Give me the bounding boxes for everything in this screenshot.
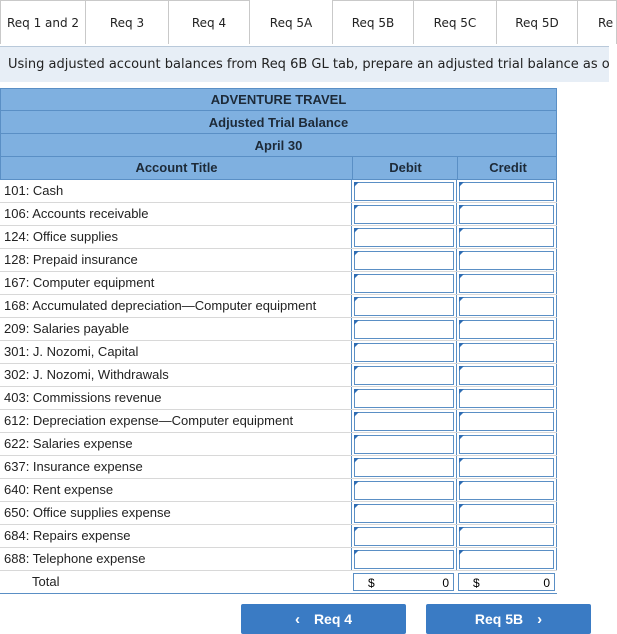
credit-cell [456, 525, 557, 547]
company-name: ADVENTURE TRAVEL [0, 88, 557, 111]
debit-cell [351, 479, 456, 501]
credit-cell [456, 502, 557, 524]
account-row [0, 525, 557, 548]
debit-input[interactable] [354, 251, 454, 270]
account-row [0, 203, 557, 226]
credit-input[interactable] [459, 550, 554, 569]
debit-input[interactable] [354, 504, 454, 523]
instruction-text: Using adjusted account balances from Req 6B GL tab, prepare an adjusted trial balance as o [8, 57, 610, 72]
account-row [0, 180, 557, 203]
account-title: 403: Commissions revenue [4, 390, 162, 405]
debit-cell [351, 433, 456, 455]
credit-cell [456, 456, 557, 478]
credit-input[interactable] [459, 228, 554, 247]
debit-input[interactable] [354, 343, 454, 362]
credit-input[interactable] [459, 527, 554, 546]
debit-input[interactable] [354, 389, 454, 408]
credit-cell [456, 341, 557, 363]
credit-header: Credit [457, 157, 558, 179]
credit-input[interactable] [459, 320, 554, 339]
account-title: 637: Insurance expense [4, 459, 143, 474]
credit-cell [456, 318, 557, 340]
debit-cell [351, 203, 456, 225]
debit-input[interactable] [354, 205, 454, 224]
debit-input[interactable] [354, 481, 454, 500]
account-title: 168: Accumulated depreciation—Computer equipment [4, 298, 317, 313]
account-title: 106: Accounts receivable [4, 206, 149, 221]
account-title: 612: Depreciation expense—Computer equipment [4, 413, 294, 428]
account-row [0, 272, 557, 295]
credit-cell [456, 479, 557, 501]
account-title: 302: J. Nozomi, Withdrawals [4, 367, 169, 382]
credit-cell [456, 387, 557, 409]
total-debit-currency: $ [368, 576, 375, 590]
account-title: 622: Salaries expense [4, 436, 133, 451]
debit-input[interactable] [354, 435, 454, 454]
tab-req-5b[interactable]: Req 5B [332, 0, 414, 44]
account-title: 124: Office supplies [4, 229, 118, 244]
account-row [0, 479, 557, 502]
debit-input[interactable] [354, 228, 454, 247]
tab-req-5a[interactable]: Req 5A [250, 0, 332, 46]
debit-cell [351, 272, 456, 294]
tab-req-1-and-2[interactable]: Req 1 and 2 [0, 0, 86, 44]
credit-input[interactable] [459, 205, 554, 224]
tab-req-next[interactable]: Re [577, 0, 617, 44]
credit-input[interactable] [459, 389, 554, 408]
credit-input[interactable] [459, 274, 554, 293]
account-row [0, 226, 557, 249]
account-title: 167: Computer equipment [4, 275, 155, 290]
total-debit [353, 573, 454, 591]
tab-req-3[interactable]: Req 3 [85, 0, 169, 44]
credit-cell [456, 272, 557, 294]
debit-cell [351, 525, 456, 547]
account-row [0, 502, 557, 525]
account-title: 688: Telephone expense [4, 551, 146, 566]
debit-input[interactable] [354, 297, 454, 316]
credit-cell [456, 226, 557, 248]
credit-input[interactable] [459, 412, 554, 431]
tab-req-5c[interactable]: Req 5C [413, 0, 497, 44]
account-row [0, 410, 557, 433]
account-title-header: Account Title [135, 160, 218, 175]
credit-cell [456, 180, 557, 202]
debit-cell [351, 410, 456, 432]
credit-input[interactable] [459, 251, 554, 270]
credit-cell [456, 249, 557, 271]
total-label: Total [32, 574, 60, 589]
account-row [0, 364, 557, 387]
account-title: 209: Salaries payable [4, 321, 130, 336]
account-title: 128: Prepaid insurance [4, 252, 138, 267]
credit-input[interactable] [459, 435, 554, 454]
debit-input[interactable] [354, 412, 454, 431]
account-row [0, 318, 557, 341]
debit-cell [351, 341, 456, 363]
column-headers [0, 157, 557, 180]
account-row [0, 387, 557, 410]
credit-input[interactable] [459, 297, 554, 316]
account-row [0, 249, 557, 272]
tab-bar [0, 0, 614, 46]
debit-cell [351, 502, 456, 524]
credit-cell [456, 203, 557, 225]
credit-cell [456, 548, 557, 570]
debit-cell [351, 295, 456, 317]
total-credit-currency: $ [473, 576, 480, 590]
debit-input[interactable] [354, 550, 454, 569]
credit-input[interactable] [459, 504, 554, 523]
instruction-band [0, 46, 609, 82]
next-button[interactable] [426, 604, 591, 634]
account-title: 640: Rent expense [4, 482, 114, 497]
next-button-label: Req 5B [474, 611, 524, 627]
chevron-right-icon: › [537, 610, 543, 628]
trial-balance-table [0, 88, 557, 594]
credit-input[interactable] [459, 481, 554, 500]
debit-input[interactable] [354, 527, 454, 546]
account-rows [0, 180, 557, 571]
debit-cell [351, 226, 456, 248]
debit-cell [351, 364, 456, 386]
account-title: 650: Office supplies expense [4, 505, 171, 520]
debit-cell [351, 548, 456, 570]
debit-cell [351, 387, 456, 409]
credit-cell [456, 364, 557, 386]
total-credit-value: 0 [543, 576, 550, 590]
total-debit-value: 0 [442, 576, 449, 590]
debit-cell [351, 249, 456, 271]
account-row [0, 341, 557, 364]
prev-button-label: Req 4 [313, 611, 353, 627]
chevron-left-icon: ‹ [294, 610, 300, 628]
account-row [0, 433, 557, 456]
account-title: 101: Cash [4, 183, 64, 198]
debit-header: Debit [352, 157, 458, 179]
credit-cell [456, 410, 557, 432]
tab-req-4[interactable]: Req 4 [168, 0, 250, 44]
debit-input[interactable] [354, 366, 454, 385]
credit-cell [456, 295, 557, 317]
debit-input[interactable] [354, 274, 454, 293]
credit-cell [456, 433, 557, 455]
debit-input[interactable] [354, 182, 454, 201]
debit-cell [351, 180, 456, 202]
account-title: 301: J. Nozomi, Capital [4, 344, 139, 359]
tab-req-5d[interactable]: Req 5D [496, 0, 578, 44]
credit-input[interactable] [459, 458, 554, 477]
debit-cell [351, 456, 456, 478]
prev-button[interactable] [241, 604, 406, 634]
statement-title: Adjusted Trial Balance [0, 111, 557, 134]
credit-input[interactable] [459, 182, 554, 201]
account-row [0, 295, 557, 318]
account-title: 684: Repairs expense [4, 528, 131, 543]
total-row [0, 571, 557, 594]
account-row [0, 456, 557, 479]
statement-date: April 30 [0, 134, 557, 157]
debit-cell [351, 318, 456, 340]
account-row [0, 548, 557, 571]
credit-input[interactable] [459, 366, 554, 385]
debit-input[interactable] [354, 458, 454, 477]
credit-input[interactable] [459, 343, 554, 362]
total-credit [458, 573, 555, 591]
debit-input[interactable] [354, 320, 454, 339]
